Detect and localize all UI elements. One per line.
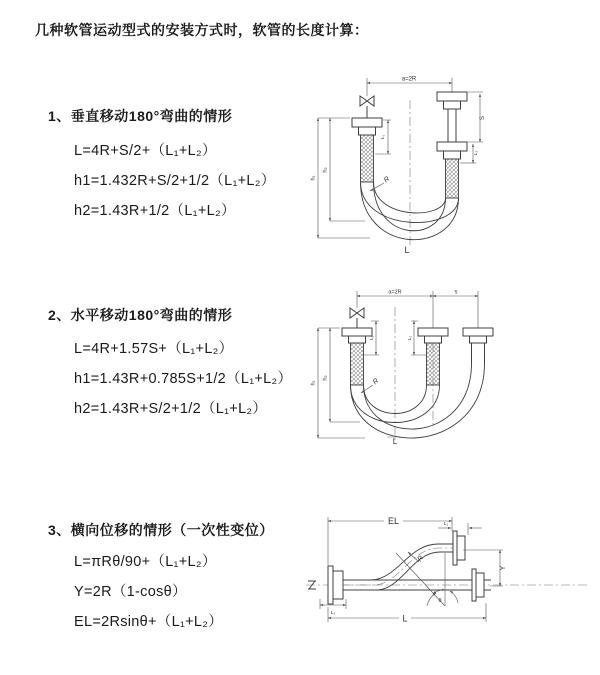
- section2-formula-h1: h1=1.43R+0.785S+1/2（L₁+L₂）: [74, 371, 293, 387]
- diagram1-dim-s: [468, 92, 486, 142]
- diagram3-dim-el: [328, 516, 452, 566]
- dim-label-h1: h₁: [310, 380, 317, 386]
- section3-formula-L: L=πRθ/90+（L₁+L₂）: [74, 554, 217, 570]
- dim-label-s: s: [454, 289, 458, 296]
- diagram2-dim-l1: [364, 321, 379, 355]
- section3-formula-Y: Y=2R（1-cosθ）: [74, 584, 187, 600]
- dim-label-h1: h₁: [310, 175, 317, 181]
- length-label: L: [404, 245, 410, 255]
- diagram1-hose-curves: [361, 182, 459, 240]
- dim-label-s: S: [480, 115, 486, 121]
- section1-formula-h1: h1=1.432R+S/2+1/2（L₁+L₂）: [74, 173, 276, 189]
- section2-heading: 2、水平移动180°弯曲的情形: [48, 307, 233, 323]
- diagram-lateral-displacement: [300, 503, 600, 643]
- valve-icon: [360, 96, 374, 118]
- diagram-vertical-180-bend: [310, 70, 510, 265]
- diagram2-dim-s: [433, 290, 478, 297]
- section1-heading: 1、垂直移动180°弯曲的情形: [48, 108, 233, 124]
- dim-label-l1: L₁: [381, 134, 386, 140]
- diagram3-dim-l2: [438, 521, 482, 535]
- radius-label: R: [416, 554, 426, 564]
- diagram2-middle-fitting: [418, 328, 448, 385]
- dim-label-el: EL: [387, 516, 400, 526]
- diagram3-dim-y: [463, 550, 507, 586]
- diagram3-hose-scurve: [343, 531, 465, 590]
- radius-label: R: [382, 175, 392, 185]
- diagram2-left-fitting: [342, 328, 372, 385]
- dim-label-a2r: a=2R: [401, 76, 417, 83]
- diagram2-hose-curves: [351, 363, 485, 438]
- diagram3-dim-l: [328, 603, 486, 624]
- section2-formula-L: L=4R+1.57S+（L₁+L₂）: [74, 341, 234, 357]
- dim-label-a2r: a=2R: [388, 289, 402, 296]
- dim-label-h2: h₂: [322, 375, 329, 381]
- diagram3-left-flange: [328, 566, 343, 604]
- diagram2-dim-l2: [407, 321, 426, 355]
- dim-label-y: Y: [500, 565, 507, 571]
- valve-icon: [350, 308, 364, 328]
- section3-heading: 3、横向位移的情形（一次性变位）: [48, 522, 274, 538]
- section2-formula-h2: h2=1.43R+S/2+1/2（L₁+L₂）: [74, 401, 268, 417]
- dim-label-l2: L₂: [474, 150, 479, 156]
- length-label: L: [392, 437, 398, 446]
- diagram-horizontal-180-bend: [310, 283, 510, 448]
- angle-label: θ: [438, 598, 442, 604]
- diagram2-dim-a2r: [357, 290, 478, 329]
- dim-label-l2: L₂: [443, 522, 449, 527]
- section1-formula-L: L=4R+S/2+（L₁+L₂）: [74, 143, 217, 159]
- dim-label-h2: h₂: [322, 167, 329, 173]
- dim-label-l1: L₁: [330, 611, 336, 616]
- section3-formula-EL: EL=2Rsinθ+（L₁+L₂）: [74, 614, 224, 630]
- diagram1-left-fitting: [352, 118, 382, 182]
- diagram1-right-fittings: [437, 92, 467, 198]
- page-title: 几种软管运动型式的安装方式时，软管的长度计算：: [35, 22, 369, 38]
- dim-label-l1: L₁: [370, 335, 375, 341]
- radius-label: R: [371, 377, 381, 387]
- dim-label-l2: L₂: [408, 335, 413, 341]
- diagram2-right-fitting: [463, 328, 493, 363]
- section1-formula-h2: h2=1.43R+1/2（L₁+L₂）: [74, 203, 236, 219]
- dim-label-l: L: [402, 613, 408, 624]
